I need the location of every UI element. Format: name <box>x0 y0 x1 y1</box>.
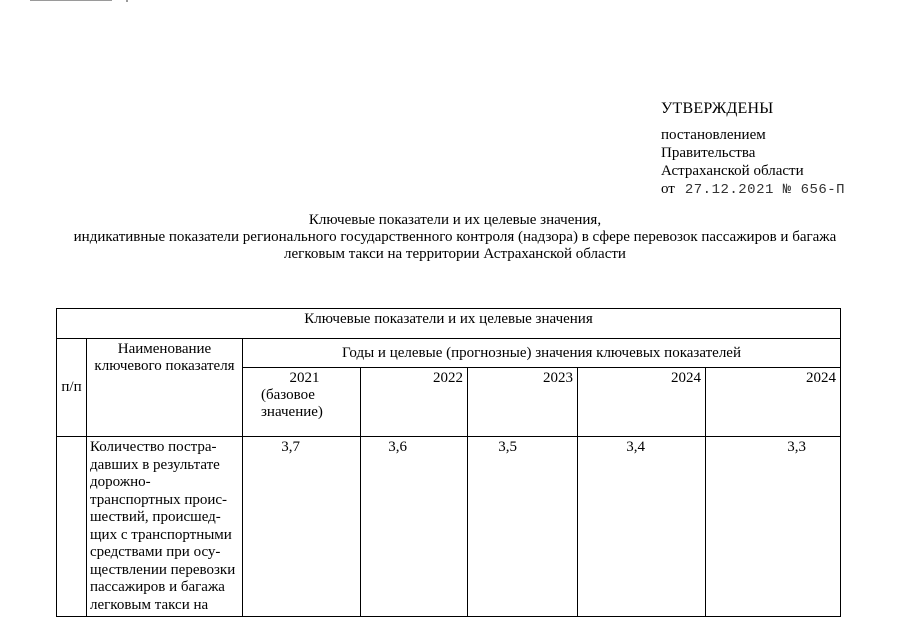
indicator-name-line: щих с транспортными <box>90 526 232 543</box>
indicator-name-line: пассажиров и багажа <box>90 579 225 595</box>
column-header-name <box>87 339 243 437</box>
value-2021: 3,7 <box>243 437 361 617</box>
indicator-name-line: шествий, происшед- <box>90 509 221 525</box>
table-row <box>57 437 841 617</box>
column-header-years: Годы и целевые (прогнозные) значения ключевых показателей <box>243 339 841 368</box>
table-banner: Ключевые показатели и их целевые значения <box>57 309 841 339</box>
column-header-name-line-1: Наименование <box>117 341 212 357</box>
value-2023: 3,5 <box>468 437 578 617</box>
value-2024: 3,4 <box>578 437 706 617</box>
indicator-name-line: средствами при осу- <box>90 544 221 560</box>
approval-stamp <box>661 100 891 199</box>
scan-artifact-dot <box>126 0 128 2</box>
kpi-table <box>56 308 841 617</box>
indicator-name-line: Количество постра- <box>90 439 217 455</box>
year-header-2021 <box>243 368 361 437</box>
indicator-name-line: транспортных проис- <box>90 491 228 508</box>
value-2022: 3,6 <box>361 437 468 617</box>
approval-date-number: 27.12.2021 № 656-П <box>684 182 846 198</box>
approval-line-3: Астраханской области <box>661 163 804 179</box>
approval-from-label: от <box>661 181 675 197</box>
year-label: 2021 <box>289 370 320 386</box>
document-title <box>40 212 870 263</box>
base-note-line-1: (базовое <box>261 387 315 403</box>
title-line-2: индикативные показатели регионального государственного контроля (надзора) в сфере перевозок пассажиров и багажа <box>73 229 837 245</box>
approval-line-1: постановлением <box>661 127 766 143</box>
title-line-1: Ключевые показатели и их целевые значения, <box>308 212 602 228</box>
indicator-name-line: дорожно- <box>90 474 151 490</box>
approval-date-line <box>661 180 891 199</box>
approval-line-2: Правительства <box>661 145 756 161</box>
year-header-2022: 2022 <box>361 368 468 437</box>
table-banner-row <box>57 309 841 339</box>
indicator-name <box>87 437 243 617</box>
table-header-row <box>57 339 841 368</box>
indicator-name-line: легковым такси на <box>90 596 209 613</box>
title-line-3: легковым такси на территории Астраханской области <box>284 246 626 262</box>
year-header-2024: 2024 <box>578 368 706 437</box>
value-2024-second: 3,3 <box>706 437 841 617</box>
approval-heading: УТВЕРЖДЕНЫ <box>661 100 774 117</box>
row-number <box>57 437 87 617</box>
column-header-name-line-2: ключевого показателя <box>94 358 235 374</box>
scan-artifact-line <box>30 0 112 1</box>
indicator-name-line: ществлении перевозки <box>90 561 236 578</box>
year-header-2024-second: 2024 <box>706 368 841 437</box>
base-note-line-2: значение) <box>261 404 323 420</box>
year-header-2023: 2023 <box>468 368 578 437</box>
indicator-name-line: давших в результате <box>90 456 220 473</box>
column-header-number: п/п <box>57 339 87 437</box>
